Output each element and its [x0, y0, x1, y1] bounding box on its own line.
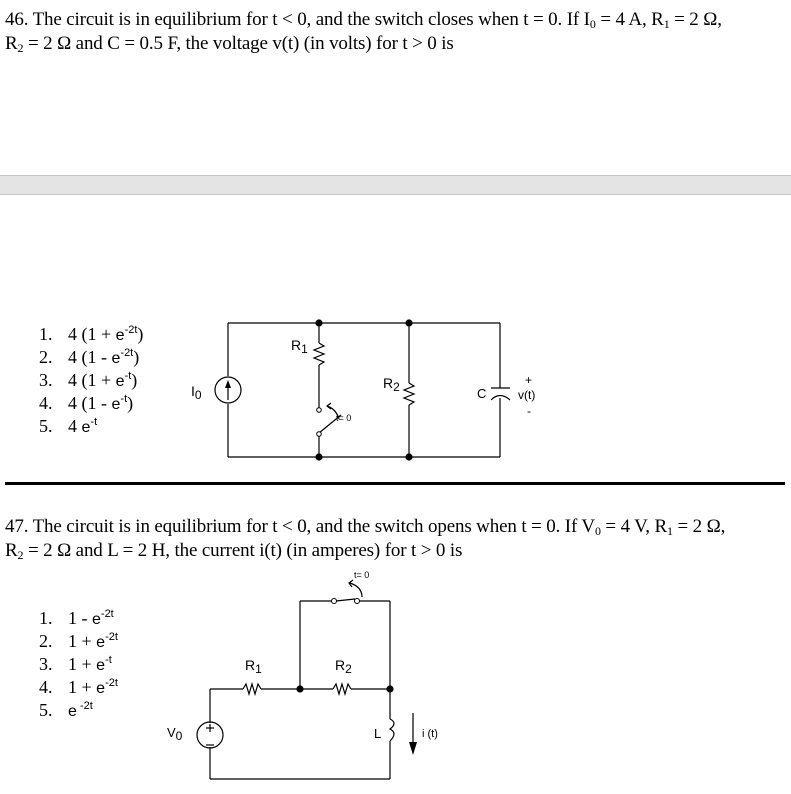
q47-source-label: V0	[167, 725, 183, 743]
q47-question-line-2: $R_2 = 2$ Ω and L = 2 H, the current i(t) (in amperes) for t > 0 is	[5, 540, 463, 562]
q47-question-line-1: 47. The circuit is in equilibrium for t < 0, and the switch opens when t = 0. If $V_0 = 4$ V, $R_1 = 2$ Ω,	[5, 516, 726, 538]
q47-r2-label: R2	[335, 657, 352, 676]
q47-switch-blade	[336, 599, 355, 601]
q46-number: 46.	[5, 9, 29, 30]
q46-source-label: I0	[191, 383, 202, 402]
q46-question-line-2: $R_2 = 2$ Ω and C = 0.5 F, the voltage v(t) (in volts) for t > 0 is	[5, 33, 454, 55]
q46-r2-label: R2	[383, 375, 400, 394]
q47-current-label: i (t)	[422, 728, 438, 740]
q47-switch-arrow-icon	[350, 583, 362, 597]
q46-r1-label: R1	[291, 337, 308, 356]
q47-inductor-label: L	[374, 726, 382, 741]
q46-switch-label: t= 0	[336, 413, 352, 423]
q47-switch-label: t= 0	[354, 570, 370, 580]
q46-v-plus: +	[525, 373, 533, 387]
q46-v-minus: -	[527, 404, 531, 418]
q46-question-line-1: 46. The circuit is in equilibrium for t < 0, and the switch closes when t = 0. If $I_0 = 4$ A, $R_1 = 2$ Ω,	[5, 9, 722, 31]
inductor-icon	[390, 719, 394, 741]
q46-cap-label: C	[477, 386, 487, 401]
q47-r1-label: R1	[245, 657, 262, 676]
q47-r1-resistor-icon	[243, 684, 261, 694]
q47-number: 47.	[5, 516, 29, 537]
q46-v-label: v(t)	[518, 388, 536, 402]
q47-r2-resistor-icon	[333, 684, 351, 694]
